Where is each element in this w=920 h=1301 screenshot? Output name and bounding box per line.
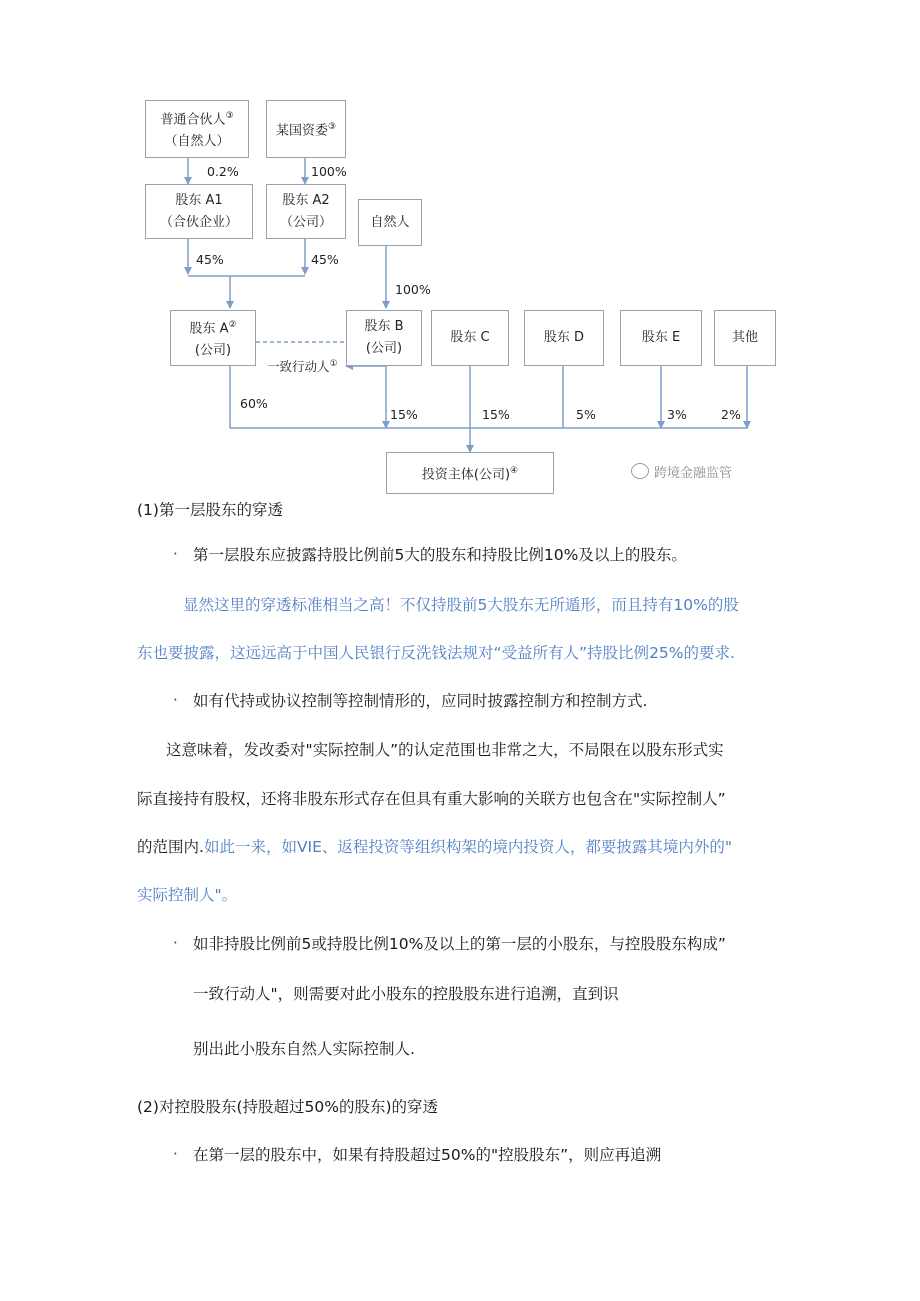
node-shareholder-e: 股东 E [620, 310, 702, 366]
node-shareholder-a1: 股东 A1 （合伙企业） [145, 184, 253, 239]
bullet-text-3-line-3: 别出此小股东自然人实际控制人. [193, 1040, 415, 1058]
node-natural-person: 自然人 [358, 199, 422, 246]
note-line-2: 东也要披露，这远远高于中国人民银行反洗钱法规对“受益所有人”持股比例25%的要求. [137, 644, 735, 662]
paragraph-line-2: 际直接持有股权，还将非股东形式存在但具有重大影响的关联方也包含在"实际控制人” [137, 790, 726, 808]
node-general-partner: 普通合伙人③ （自然人） [145, 100, 249, 158]
label-gp-a1: 0.2% [207, 164, 239, 179]
label-concert: 一致行动人① [267, 358, 338, 374]
heading-controlling-shareholder: (2)对控股股东(持股超过50%的股东)的穿透 [137, 1098, 439, 1116]
paragraph-line-1: 这意味着，发改委对"实际控制人”的认定范围也非常之大，不局限在以股东形式实 [166, 741, 724, 759]
node-shareholder-a: 股东 A② (公司) [170, 310, 256, 366]
label-b-target: 15% [390, 407, 418, 422]
node-shareholder-a2: 股东 A2 （公司） [266, 184, 346, 239]
node-investment-entity: 投资主体(公司)④ [386, 452, 554, 494]
node-others: 其他 [714, 310, 776, 366]
watermark: 跨境金融监管 [631, 462, 732, 481]
node-shareholder-c: 股东 C [431, 310, 509, 366]
label-d-target: 5% [576, 407, 596, 422]
paragraph-line-3: 的范围内.如此一来，如VIE、返程投资等组织构架的境内投资人，都要披露其境内外的" [137, 838, 733, 856]
wechat-icon [631, 463, 649, 479]
bullet-text-2: 如有代持或协议控制等控制情形的，应同时披露控制方和控制方式. [193, 692, 648, 710]
bullet-text-4: 在第一层的股东中，如果有持股超过50%的"控股股东”，则应再追溯 [193, 1146, 662, 1164]
heading-first-layer: (1)第一层股东的穿透 [137, 501, 283, 519]
label-other-target: 2% [721, 407, 741, 422]
label-natural-b: 100% [395, 282, 431, 297]
label-a1-a: 45% [196, 252, 224, 267]
label-a2-a: 45% [311, 252, 339, 267]
bullet-2: · [173, 691, 178, 709]
node-shareholder-d: 股东 D [524, 310, 604, 366]
label-e-target: 3% [667, 407, 687, 422]
label-sasac-a2: 100% [311, 164, 347, 179]
node-sasac: 某国资委③ [266, 100, 346, 158]
label-c-target: 15% [482, 407, 510, 422]
note-line-1: 显然这里的穿透标准相当之高！不仅持股前5大股东无所遁形，而且持有10%的股 [183, 596, 739, 614]
bullet-1: · [173, 545, 178, 563]
bullet-text-3-line-2: 一致行动人"，则需要对此小股东的控股股东进行追溯，直到识 [193, 985, 619, 1003]
node-shareholder-b: 股东 B (公司) [346, 310, 422, 366]
ownership-structure-diagram [143, 96, 783, 496]
bullet-text-3-line-1: 如非持股比例前5或持股比例10%及以上的第一层的小股东，与控股股东构成” [193, 935, 726, 953]
bullet-3: · [173, 934, 178, 952]
bullet-text-1: 第一层股东应披露持股比例前5大的股东和持股比例10%及以上的股东。 [193, 546, 687, 564]
paragraph-line-4: 实际控制人"。 [137, 886, 238, 904]
label-a-target: 60% [240, 396, 268, 411]
bullet-4: · [173, 1145, 178, 1163]
